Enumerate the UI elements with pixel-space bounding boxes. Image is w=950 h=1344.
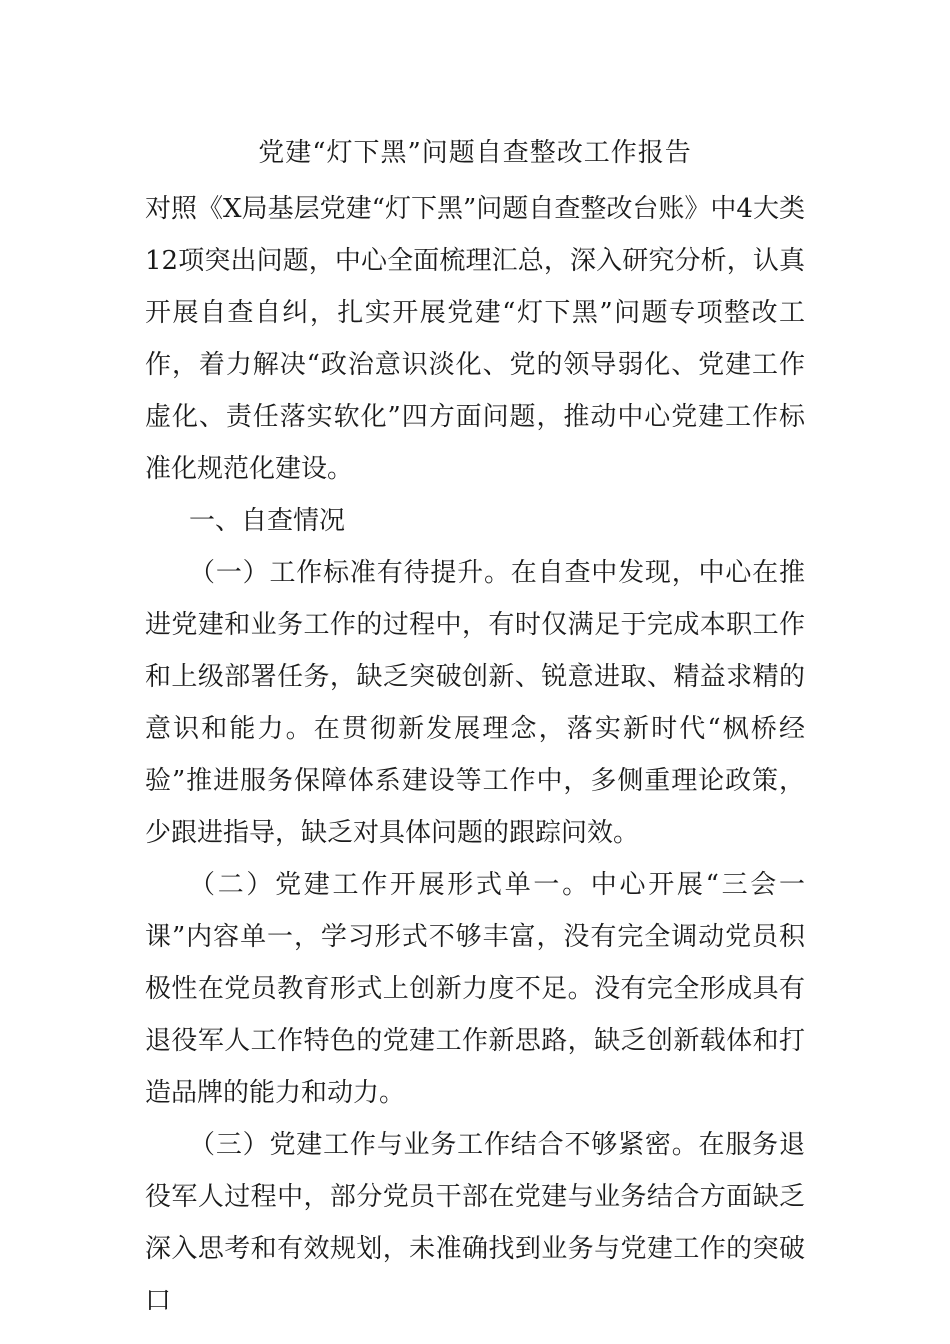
document-title: 党建“灯下黑”问题自查整改工作报告: [258, 138, 692, 168]
intro-paragraph: 对照《X局基层党建“灯下黑”问题自查整改台账》中4大类12项突出问题，中心全面梳理汇总，深入研究分析，认真开展自查自纠，扎实开展党建“灯下黑”问题专项整改工作，着力解决“政治意识淡化、党的领导弱化、党建工作虚化、责任落实软化”四方面问题，推动中心党建工作标准化规范化建设。: [145, 194, 805, 484]
paragraph-item-3: （三）党建工作与业务工作结合不够紧密。在服务退役军人过程中，部分党员干部在党建与业务结合方面缺乏深入思考和有效规划，未准确找到业务与党建工作的突破口: [145, 1130, 805, 1316]
paragraph-item-1: （一）工作标准有待提升。在自查中发现，中心在推进党建和业务工作的过程中，有时仅满足于完成本职工作和上级部署任务，缺乏突破创新、锐意进取、精益求精的意识和能力。在贯彻新发展理念，落实新时代“枫桥经验”推进服务保障体系建设等工作中，多侧重理论政策，少跟进指导，缺乏对具体问题的跟踪问效。: [145, 558, 805, 848]
section-heading: 一、自查情况: [189, 506, 346, 536]
document-body: [145, 183, 805, 1327]
paragraph-item-2: （二）党建工作开展形式单一。中心开展“三会一课”内容单一，学习形式不够丰富，没有完全调动党员积极性在党员教育形式上创新力度不足。没有完全形成具有退役军人工作特色的党建工作新思路，缺乏创新载体和打造品牌的能力和动力。: [145, 870, 805, 1108]
